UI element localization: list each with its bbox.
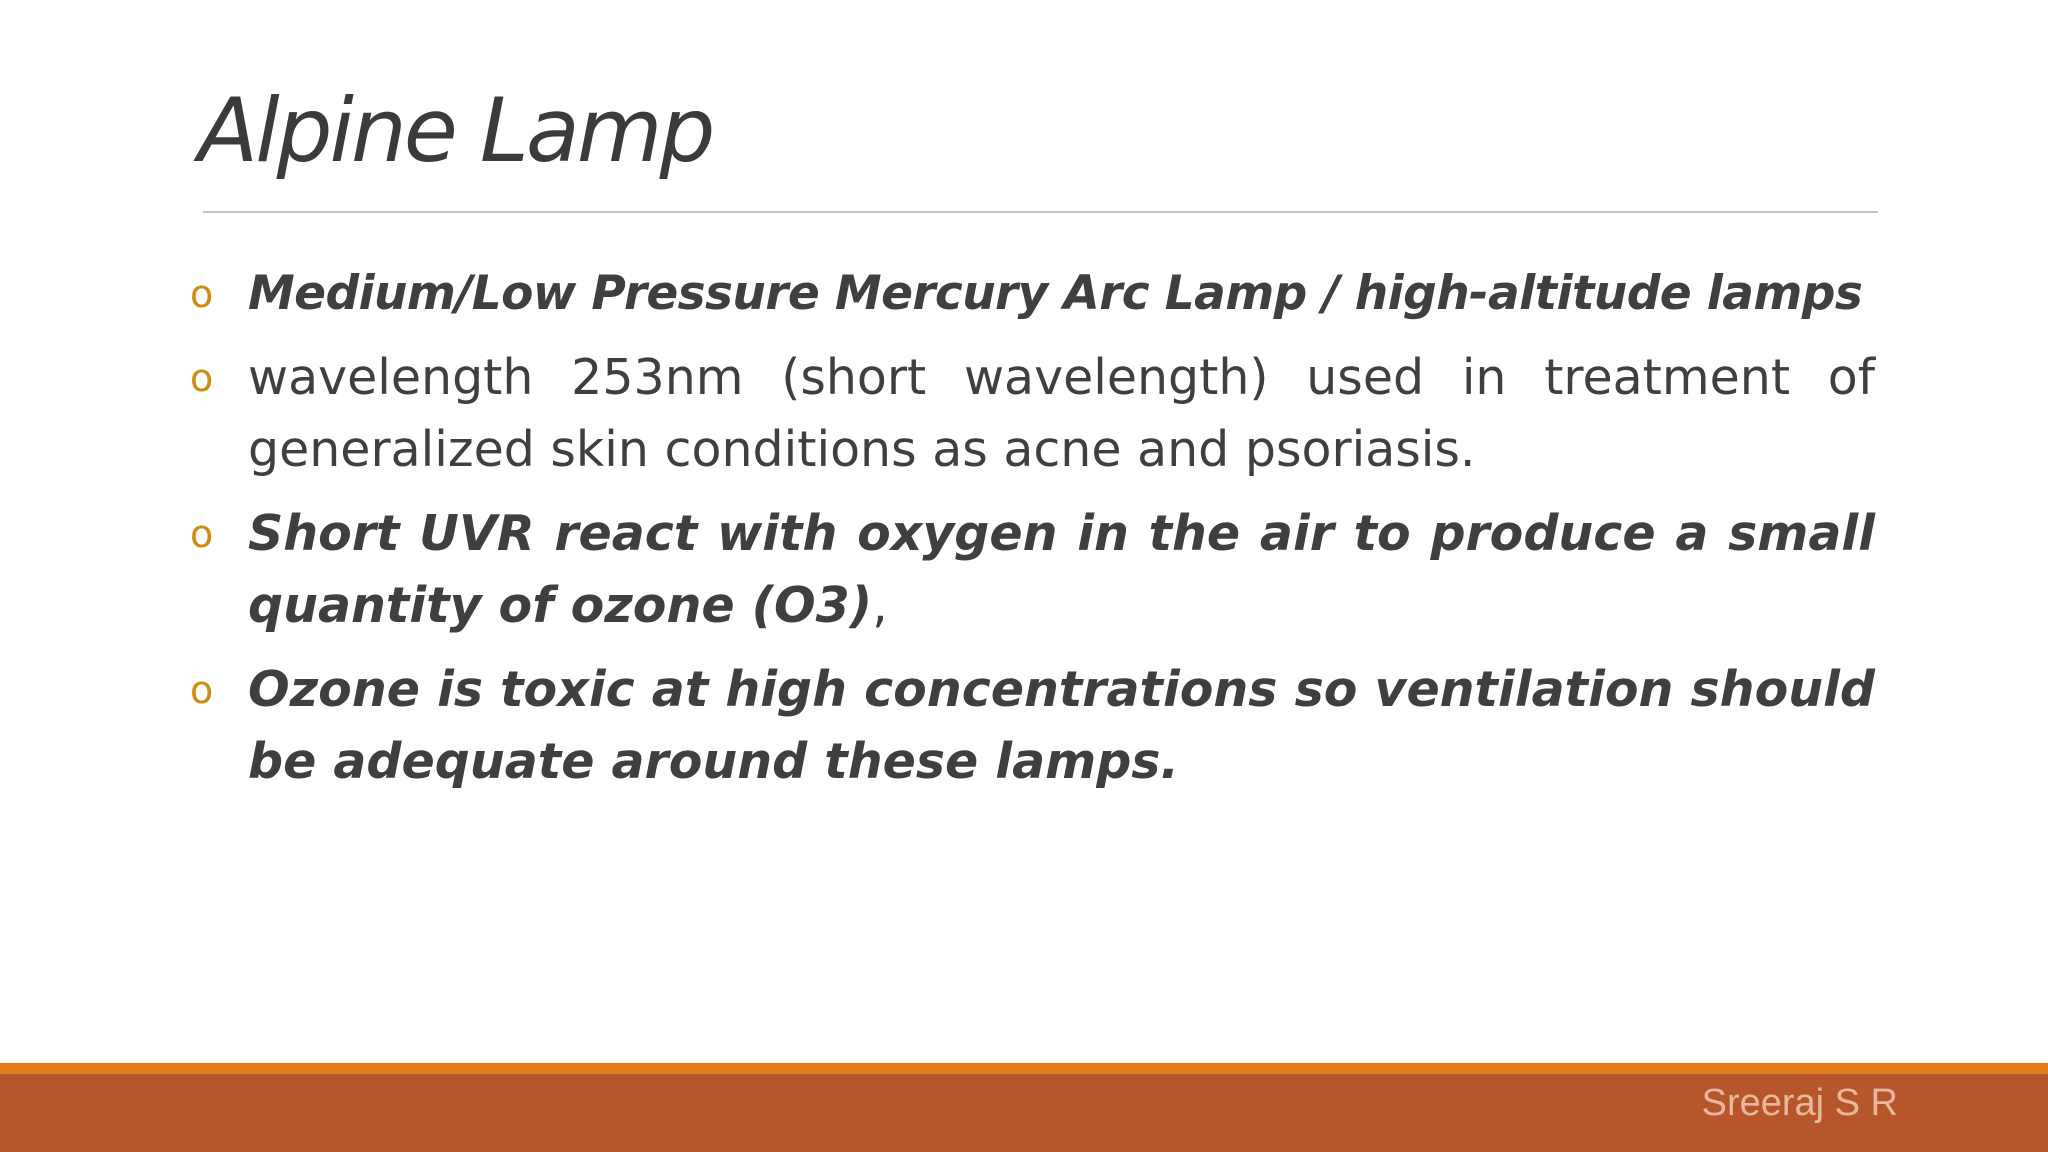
bullet-circle-icon: o bbox=[190, 356, 214, 400]
slide-title: Alpine Lamp bbox=[198, 79, 713, 182]
bullet-item bbox=[190, 342, 1875, 486]
bullet-item bbox=[190, 258, 1875, 330]
bullet-circle-icon: o bbox=[190, 512, 214, 556]
bullet-text-wrapper bbox=[248, 498, 1875, 642]
bullet-text: Ozone is toxic at high concentrations so ventilation should be adequate around these lamps. bbox=[248, 661, 1875, 790]
bullet-text: wavelength 253nm (short wavelength) used in treatment of generalized skin conditions as acne and psoriasis. bbox=[248, 349, 1875, 478]
title-divider bbox=[203, 211, 1878, 213]
bullet-item bbox=[190, 654, 1875, 798]
bullet-text-suffix: , bbox=[872, 577, 888, 634]
bullet-item bbox=[190, 498, 1875, 642]
bullet-circle-icon: o bbox=[190, 668, 214, 712]
footer-accent-stripe bbox=[0, 1063, 2048, 1074]
bullet-circle-icon: o bbox=[190, 272, 214, 316]
bullet-text: Medium/Low Pressure Mercury Arc Lamp / high-altitude lamps bbox=[248, 266, 1863, 321]
bullet-list bbox=[190, 258, 1875, 810]
footer-author: Sreeraj S R bbox=[1701, 1082, 1898, 1124]
bullet-text: Short UVR react with oxygen in the air to produce a small quantity of ozone (O3) bbox=[248, 505, 1875, 634]
